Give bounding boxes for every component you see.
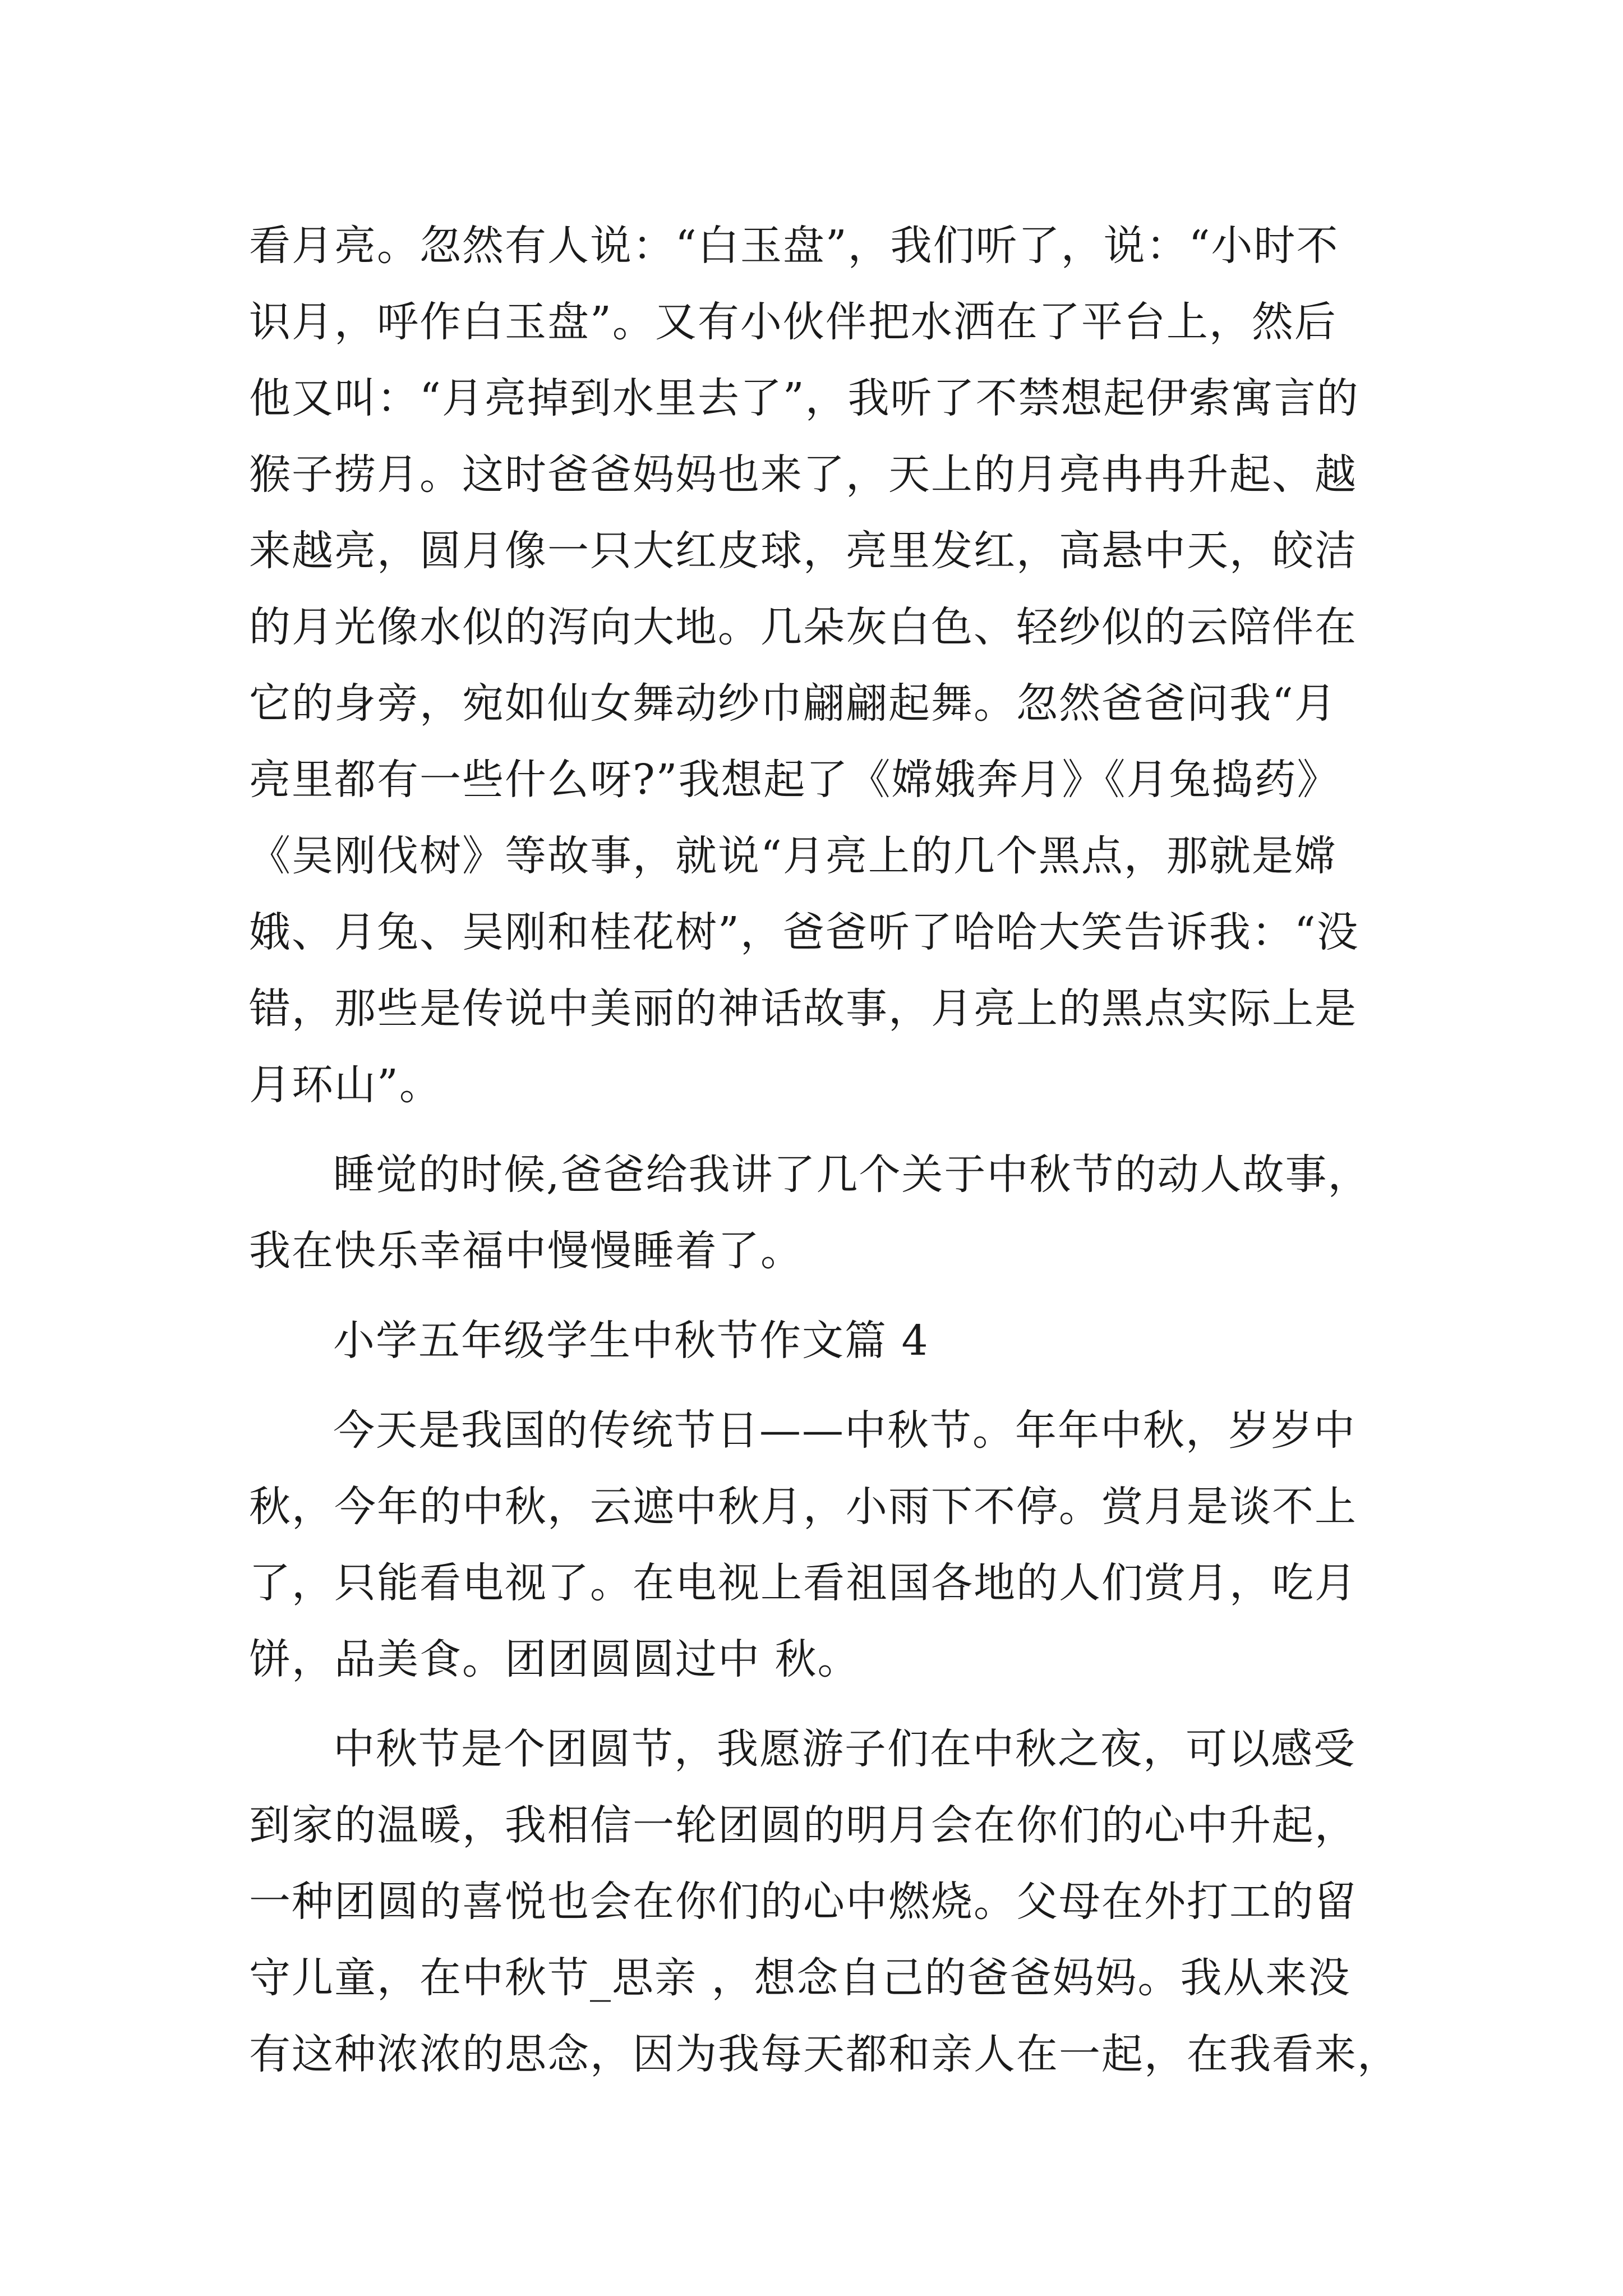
text-line: 到家的温暖，我相信一轮团圆的明月会在你们的心中升起， xyxy=(249,1801,1357,1849)
paragraph-gap xyxy=(249,1289,1376,1303)
text-line: 看月亮。忽然有人说：“白玉盘”，我们听了，说：“小时不 xyxy=(249,222,1339,270)
section-heading: 小学五年级学生中秋节作文篇 4 xyxy=(333,1317,929,1365)
text-line: 错，那些是传说中美丽的神话故事，月亮上的黑点实际上是 xyxy=(249,984,1357,1033)
text-line: 来越亮，圆月像一只大红皮球，亮里发红，高悬中天，皎洁 xyxy=(249,527,1357,575)
text-line: 的月光像水似的泻向大地。几朵灰白色、轻纱似的云陪伴在 xyxy=(249,603,1357,651)
text-line: 有这种浓浓的思念，因为我每天都和亲人在一起，在我看来， xyxy=(249,2030,1400,2078)
paragraph-gap xyxy=(249,1697,1376,1711)
paragraph-gap xyxy=(249,1379,1376,1392)
text-line: 《吴刚伐树》等故事，就说“月亮上的几个黑点，那就是嫦 xyxy=(249,832,1337,880)
text-line: 月环山”。 xyxy=(249,1061,442,1109)
text-line: 娥、月兔、吴刚和桂花树”，爸爸听了哈哈大笑告诉我：“没 xyxy=(249,908,1359,956)
text-line: 亮里都有一些什么呀?”我想起了《嫦娥奔月》《月兔捣药》 xyxy=(249,756,1340,804)
paragraph-first-line: 中秋节是个团圆节，我愿游子们在中秋之夜，可以感受 xyxy=(333,1725,1356,1773)
text-line: 了，只能看电视了。在电视上看祖国各地的人们赏月，吃月 xyxy=(249,1559,1357,1607)
document-body xyxy=(249,208,1400,2092)
text-line: 识月，呼作白玉盘”。又有小伙伴把水洒在了平台上，然后 xyxy=(249,298,1337,346)
text-line: 猴子捞月。这时爸爸妈妈也来了，天上的月亮冉冉升起、越 xyxy=(249,450,1357,499)
text-line: 饼，品美食。团团圆圆过中 秋。 xyxy=(249,1635,860,1683)
text-line: 我在快乐幸福中慢慢睡着了。 xyxy=(249,1227,803,1275)
text-line: 他又叫：“月亮掉到水里去了”，我听了不禁想起伊索寓言的 xyxy=(249,374,1359,422)
text-line: 它的身旁，宛如仙女舞动纱巾翩翩起舞。忽然爸爸问我“月 xyxy=(249,679,1337,728)
paragraph-first-line: 睡觉的时候,爸爸给我讲了几个关于中秋节的动人故事， xyxy=(333,1151,1371,1199)
text-line: 守儿童，在中秋节_思亲 ，想念自己的爸爸妈妈。我从来没 xyxy=(249,1954,1351,2002)
paragraph-first-line: 今天是我国的传统节日——中秋节。年年中秋，岁岁中 xyxy=(333,1406,1356,1455)
text-line: 秋，今年的中秋，云遮中秋月，小雨下不停。赏月是谈不上 xyxy=(249,1483,1357,1531)
paragraph-gap xyxy=(249,1123,1376,1137)
text-line: 一种团圆的喜悦也会在你们的心中燃烧。父母在外打工的留 xyxy=(249,1878,1357,1926)
